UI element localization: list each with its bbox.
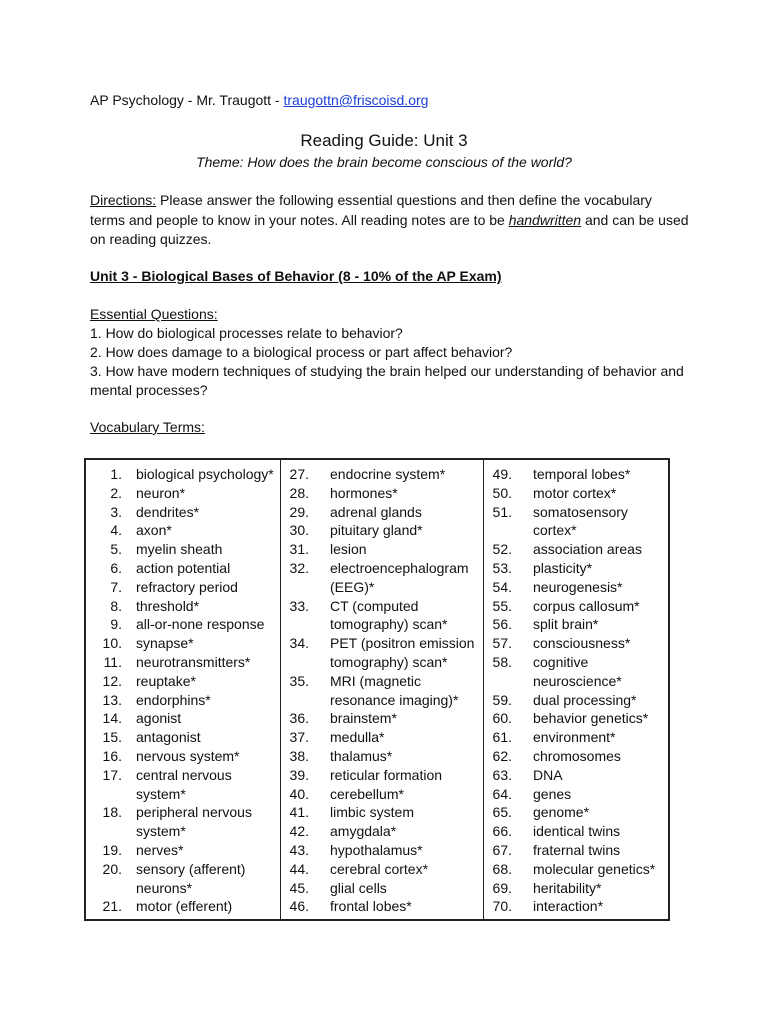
vocabulary-number <box>281 653 330 672</box>
vocabulary-term: system* <box>136 785 186 802</box>
vocabulary-term: tomography) scan* <box>330 653 448 670</box>
vocabulary-column-1 <box>86 460 280 919</box>
vocabulary-term: split brain* <box>533 616 599 633</box>
vocabulary-term: temporal lobes* <box>533 466 631 482</box>
vocabulary-row <box>86 503 280 522</box>
vocabulary-number: 36. <box>289 710 309 727</box>
vocabulary-term: biological psychology* <box>136 466 274 482</box>
vocabulary-term: threshold* <box>136 597 200 614</box>
vocabulary-number <box>281 615 330 634</box>
vocabulary-number: 18. <box>102 804 122 821</box>
vocabulary-term: refractory period <box>136 578 238 595</box>
directions-label: Directions: <box>90 192 157 208</box>
vocabulary-term: central nervous <box>136 766 232 783</box>
vocabulary-row <box>484 879 672 898</box>
vocabulary-row <box>86 597 280 616</box>
vocabulary-row <box>86 860 280 879</box>
vocabulary-number: 55. <box>492 597 512 614</box>
vocabulary-term: hypothalamus* <box>330 841 423 858</box>
vocabulary-term: cerebral cortex* <box>330 860 429 877</box>
vocabulary-row <box>484 860 672 879</box>
vocabulary-row <box>281 559 483 578</box>
vocabulary-number: 56. <box>492 616 512 633</box>
vocabulary-row <box>281 766 483 785</box>
vocabulary-term: amygdala* <box>330 823 397 840</box>
vocabulary-row <box>86 465 280 484</box>
vocabulary-number: 60. <box>492 710 512 727</box>
vocabulary-term: adrenal glands <box>330 503 422 520</box>
vocabulary-row <box>86 540 280 559</box>
vocabulary-row <box>484 785 672 804</box>
vocabulary-number: 7. <box>110 578 122 595</box>
vocabulary-row <box>281 540 483 559</box>
vocabulary-row <box>484 559 672 578</box>
vocabulary-term: dual processing* <box>533 691 637 708</box>
vocabulary-row <box>86 521 280 540</box>
vocabulary-row <box>86 822 280 841</box>
vocabulary-term: brainstem* <box>330 710 397 727</box>
vocabulary-term: corpus callosum* <box>533 597 640 614</box>
vocabulary-row <box>86 728 280 747</box>
vocabulary-number: 32. <box>289 559 309 576</box>
vocabulary-term: environment* <box>533 729 616 746</box>
vocabulary-number: 20. <box>102 860 122 877</box>
vocabulary-number: 42. <box>289 823 309 840</box>
vocabulary-number: 14. <box>102 710 122 727</box>
vocabulary-term: medulla* <box>330 729 385 746</box>
vocabulary-row <box>86 709 280 728</box>
page-title: Reading Guide: Unit 3 <box>300 131 468 150</box>
vocabulary-row <box>281 615 483 634</box>
vocabulary-term: motor (efferent) <box>136 898 233 915</box>
vocabulary-row <box>281 709 483 728</box>
vocabulary-term: endocrine system* <box>330 466 446 482</box>
vocabulary-row <box>281 785 483 804</box>
vocabulary-number: 33. <box>289 597 309 614</box>
vocabulary-number: 5. <box>110 541 122 558</box>
vocabulary-row <box>484 822 672 841</box>
vocabulary-term: association areas <box>533 541 642 558</box>
vocabulary-row <box>281 897 483 916</box>
vocabulary-row <box>281 634 483 653</box>
vocabulary-number: 70. <box>492 898 512 915</box>
vocabulary-term: myelin sheath <box>136 541 223 558</box>
vocabulary-term: fraternal twins <box>533 841 621 858</box>
vocabulary-row <box>484 484 672 503</box>
vocabulary-number: 38. <box>289 747 309 764</box>
vocabulary-term: sensory (afferent) <box>136 860 246 877</box>
vocabulary-row <box>86 803 280 822</box>
vocabulary-term: antagonist <box>136 729 201 746</box>
vocabulary-term: frontal lobes* <box>330 898 412 915</box>
vocabulary-number: 4. <box>110 522 122 539</box>
vocabulary-number <box>86 822 136 841</box>
vocabulary-row <box>281 672 483 691</box>
vocabulary-term: tomography) scan* <box>330 616 448 633</box>
vocabulary-row <box>86 747 280 766</box>
vocabulary-term: dendrites* <box>136 503 200 520</box>
vocabulary-term: electroencephalogram <box>330 559 469 576</box>
vocabulary-row <box>281 860 483 879</box>
vocabulary-row <box>281 841 483 860</box>
vocabulary-term: reuptake* <box>136 672 196 689</box>
vocabulary-row <box>484 691 672 710</box>
vocabulary-number: 44. <box>289 860 309 877</box>
vocabulary-term: resonance imaging)* <box>330 691 459 708</box>
vocabulary-row <box>281 503 483 522</box>
vocabulary-number <box>281 691 330 710</box>
vocabulary-term: neurotransmitters* <box>136 653 251 670</box>
vocabulary-term: neurons* <box>136 879 193 896</box>
vocabulary-term: thalamus* <box>330 747 393 764</box>
vocabulary-number: 34. <box>289 635 309 652</box>
vocabulary-number: 63. <box>492 766 512 783</box>
directions-text-1: Please answer the following essential questions and then define the vocabulary terms and people to know in your notes. All reading notes are to be <box>90 192 652 228</box>
vocabulary-number: 45. <box>289 879 309 896</box>
vocabulary-row <box>484 653 672 672</box>
vocabulary-term: all-or-none response <box>136 616 265 633</box>
vocabulary-row <box>484 803 672 822</box>
vocabulary-term: genome* <box>533 804 590 821</box>
vocabulary-number: 27. <box>289 466 309 482</box>
vocabulary-term: action potential <box>136 559 231 576</box>
vocabulary-term: consciousness* <box>533 635 631 652</box>
vocabulary-term: neuroscience* <box>533 672 622 689</box>
vocabulary-row <box>484 521 672 540</box>
vocabulary-row <box>86 615 280 634</box>
vocabulary-number: 6. <box>110 559 122 576</box>
vocabulary-term: nervous system* <box>136 747 240 764</box>
vocabulary-number: 68. <box>492 860 512 877</box>
vocabulary-row <box>281 747 483 766</box>
vocabulary-number: 52. <box>492 541 512 558</box>
vocabulary-row <box>86 559 280 578</box>
vocabulary-term: PET (positron emission <box>330 635 475 652</box>
vocabulary-term: agonist <box>136 710 182 727</box>
vocabulary-term: DNA <box>533 766 563 783</box>
vocabulary-term: lesion <box>330 541 367 558</box>
vocabulary-row <box>484 615 672 634</box>
vocabulary-row <box>86 653 280 672</box>
vocabulary-number: 13. <box>102 691 122 708</box>
vocabulary-number: 43. <box>289 841 309 858</box>
vocabulary-term: molecular genetics* <box>533 860 656 877</box>
vocabulary-term: somatosensory <box>533 503 628 520</box>
vocabulary-number: 31. <box>289 541 309 558</box>
vocabulary-row <box>281 484 483 503</box>
vocabulary-term: neurogenesis* <box>533 578 623 595</box>
vocabulary-number: 29. <box>289 503 309 520</box>
vocabulary-term: cerebellum* <box>330 785 404 802</box>
vocabulary-term: MRI (magnetic <box>330 672 422 689</box>
course-info: AP Psychology - Mr. Traugott - <box>90 92 284 108</box>
essential-questions-heading: Essential Questions: <box>90 306 218 322</box>
vocabulary-row <box>86 785 280 804</box>
vocabulary-term: pituitary gland* <box>330 522 423 539</box>
vocabulary-row <box>281 691 483 710</box>
vocabulary-row <box>484 841 672 860</box>
vocabulary-number: 53. <box>492 559 512 576</box>
vocabulary-number: 9. <box>110 616 122 633</box>
vocabulary-term: behavior genetics* <box>533 710 649 727</box>
vocabulary-number: 58. <box>492 653 512 670</box>
vocabulary-term: chromosomes <box>533 747 621 764</box>
vocabulary-number: 40. <box>289 785 309 802</box>
vocabulary-row <box>86 672 280 691</box>
vocabulary-term: cortex* <box>533 522 577 539</box>
vocabulary-number: 12. <box>102 672 122 689</box>
vocabulary-number: 30. <box>289 522 309 539</box>
vocabulary-row <box>484 597 672 616</box>
vocabulary-term: reticular formation <box>330 766 443 783</box>
vocabulary-number <box>484 672 533 691</box>
vocabulary-number: 39. <box>289 766 309 783</box>
vocabulary-term: endorphins* <box>136 691 211 708</box>
vocabulary-row <box>281 465 483 484</box>
vocabulary-term: limbic system <box>330 804 415 821</box>
vocabulary-row <box>484 503 672 522</box>
vocabulary-number: 64. <box>492 785 512 802</box>
vocabulary-number: 1. <box>110 466 122 482</box>
vocabulary-column-2 <box>280 460 483 919</box>
vocabulary-row <box>281 578 483 597</box>
vocabulary-term: CT (computed <box>330 597 419 614</box>
vocabulary-term: interaction* <box>533 898 604 915</box>
vocabulary-number <box>86 879 136 898</box>
vocabulary-number: 21. <box>102 898 122 915</box>
vocabulary-row <box>86 879 280 898</box>
vocabulary-number: 49. <box>492 466 512 482</box>
vocabulary-number: 69. <box>492 879 512 896</box>
vocabulary-term: identical twins <box>533 823 621 840</box>
vocabulary-row <box>484 709 672 728</box>
vocabulary-number: 10. <box>102 635 122 652</box>
vocabulary-row <box>484 897 672 916</box>
vocabulary-number: 67. <box>492 841 512 858</box>
vocabulary-row <box>484 747 672 766</box>
vocabulary-term: peripheral nervous <box>136 804 252 821</box>
vocabulary-number: 17. <box>102 766 122 783</box>
vocabulary-number: 11. <box>103 653 122 670</box>
vocabulary-number: 8. <box>110 597 122 614</box>
vocabulary-number: 15. <box>102 729 122 746</box>
vocabulary-number: 62. <box>492 747 512 764</box>
vocabulary-row <box>86 897 280 916</box>
vocabulary-row <box>484 465 672 484</box>
vocabulary-number: 2. <box>110 484 122 501</box>
vocabulary-number <box>484 521 533 540</box>
essential-questions-list <box>90 324 690 400</box>
vocabulary-row <box>86 634 280 653</box>
vocabulary-number: 41. <box>289 804 309 821</box>
theme-line: Theme: How does the brain become conscious of the world? <box>196 154 572 170</box>
vocabulary-row <box>281 803 483 822</box>
vocabulary-number: 37. <box>289 729 309 746</box>
vocabulary-number: 59. <box>492 691 512 708</box>
directions-emphasis: handwritten <box>508 211 582 228</box>
vocabulary-number: 46. <box>289 898 309 915</box>
vocabulary-number: 51. <box>492 503 512 520</box>
vocabulary-term: nerves* <box>136 841 184 858</box>
vocabulary-row <box>484 578 672 597</box>
vocabulary-row <box>281 597 483 616</box>
vocabulary-row <box>484 728 672 747</box>
vocabulary-term: cognitive <box>533 653 589 670</box>
vocabulary-row <box>86 766 280 785</box>
vocabulary-term: genes <box>533 785 572 802</box>
directions-text-2: and can be used on reading quizzes. <box>90 211 689 247</box>
vocabulary-term: system* <box>136 823 186 840</box>
vocabulary-row <box>86 841 280 860</box>
vocabulary-table <box>84 458 670 921</box>
vocabulary-number: 50. <box>492 484 512 501</box>
vocabulary-row <box>281 728 483 747</box>
vocabulary-column-3 <box>483 460 672 919</box>
unit-heading: Unit 3 - Biological Bases of Behavior (8 - 10% of the AP Exam) <box>90 268 502 284</box>
vocabulary-row <box>281 822 483 841</box>
vocabulary-row <box>281 879 483 898</box>
vocabulary-term: heritability* <box>533 879 602 896</box>
directions-paragraph <box>90 191 690 250</box>
teacher-email-link[interactable]: traugottn@friscoisd.org <box>283 92 429 108</box>
essential-question: 2. How does damage to a biological process or part affect behavior? <box>90 344 513 360</box>
vocabulary-row <box>86 484 280 503</box>
vocabulary-number: 19. <box>102 841 122 858</box>
vocabulary-row <box>484 766 672 785</box>
vocabulary-heading: Vocabulary Terms: <box>90 419 205 435</box>
vocabulary-number: 3. <box>110 503 122 520</box>
vocabulary-row <box>281 653 483 672</box>
vocabulary-number <box>86 785 136 804</box>
vocabulary-row <box>281 521 483 540</box>
vocabulary-term: hormones* <box>330 484 398 501</box>
vocabulary-row <box>86 578 280 597</box>
vocabulary-term: axon* <box>136 522 172 539</box>
course-header <box>90 92 428 108</box>
vocabulary-term: (EEG)* <box>330 578 375 595</box>
vocabulary-number: 66. <box>492 823 512 840</box>
vocabulary-term: glial cells <box>330 879 387 896</box>
vocabulary-row <box>484 672 672 691</box>
vocabulary-number: 54. <box>492 578 512 595</box>
essential-question: 1. How do biological processes relate to behavior? <box>90 325 403 341</box>
vocabulary-term: motor cortex* <box>533 484 617 501</box>
essential-question: 3. How have modern techniques of studying the brain helped our understanding of behavior and mental processes? <box>90 363 684 398</box>
vocabulary-row <box>484 634 672 653</box>
vocabulary-number: 61. <box>492 729 512 746</box>
vocabulary-number <box>281 578 330 597</box>
vocabulary-term: synapse* <box>136 635 194 652</box>
vocabulary-row <box>86 691 280 710</box>
vocabulary-number: 57. <box>492 635 512 652</box>
vocabulary-term: plasticity* <box>533 559 593 576</box>
vocabulary-number: 35. <box>289 672 309 689</box>
vocabulary-row <box>484 540 672 559</box>
vocabulary-term: neuron* <box>136 484 186 501</box>
vocabulary-number: 28. <box>289 484 309 501</box>
vocabulary-number: 65. <box>492 804 512 821</box>
vocabulary-number: 16. <box>102 747 122 764</box>
